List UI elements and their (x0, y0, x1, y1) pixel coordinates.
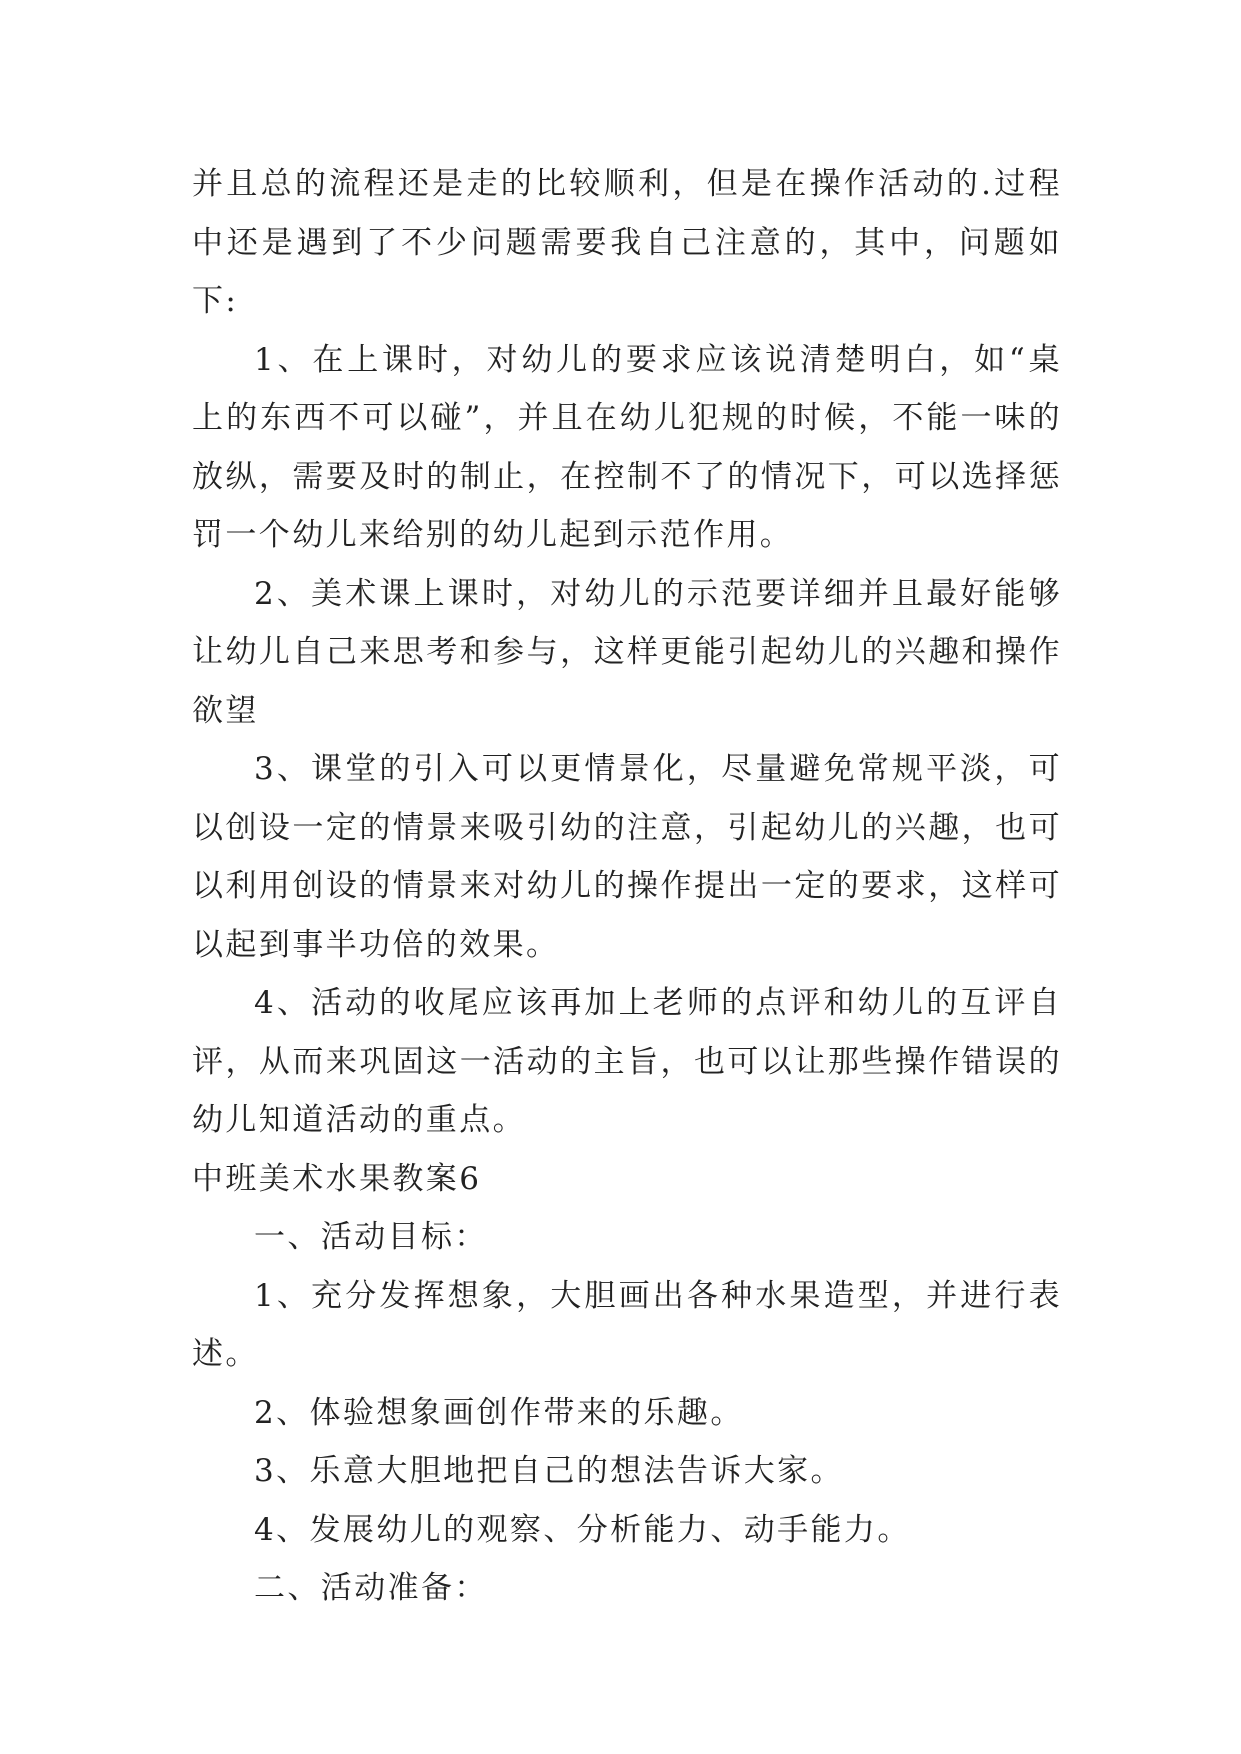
document-body (192, 155, 1062, 1618)
paragraph-problem-1: 1、在上课时，对幼儿的要求应该说清楚明白，如“桌上的东西不可以碰”，并且在幼儿犯规的时候，不能一味的放纵，需要及时的制止，在控制不了的情况下，可以选择惩罚一个幼儿来给别的幼儿起到示范作用。 (192, 341, 1062, 553)
paragraph-problem-4: 4、活动的收尾应该再加上老师的点评和幼儿的互评自评，从而来巩固这一活动的主旨，也可以让那些操作错误的幼儿知道活动的重点。 (192, 985, 1062, 1138)
paragraph-problem-3: 3、课堂的引入可以更情景化，尽量避免常规平淡，可以创设一定的情景来吸引幼的注意，引起幼儿的兴趣，也可以利用创设的情景来对幼儿的操作提出一定的要求，这样可以起到事半功倍的效果。 (192, 751, 1062, 963)
paragraph-problem-2: 2、美术课上课时，对幼儿的示范要详细并且最好能够让幼儿自己来思考和参与，这样更能引起幼儿的兴趣和操作欲望 (192, 575, 1062, 729)
goal-item-4: 4、发展幼儿的观察、分析能力、动手能力。 (254, 1511, 911, 1548)
subheading-activity-goals: 一、活动目标： (254, 1219, 488, 1255)
goal-item-1: 1、充分发挥想象，大胆画出各种水果造型，并进行表述。 (192, 1277, 1062, 1372)
goal-item-3: 3、乐意大胆地把自己的想法告诉大家。 (254, 1453, 844, 1489)
subheading-activity-preparation: 二、活动准备： (254, 1570, 488, 1606)
paragraph-intro: 并且总的流程还是走的比较顺利，但是在操作活动的.过程中还是遇到了不少问题需要我自己注意的，其中，问题如下: (192, 166, 1062, 319)
goal-item-2: 2、体验想象画创作带来的乐趣。 (254, 1394, 744, 1431)
section-heading: 中班美术水果教案6 (192, 1160, 482, 1197)
